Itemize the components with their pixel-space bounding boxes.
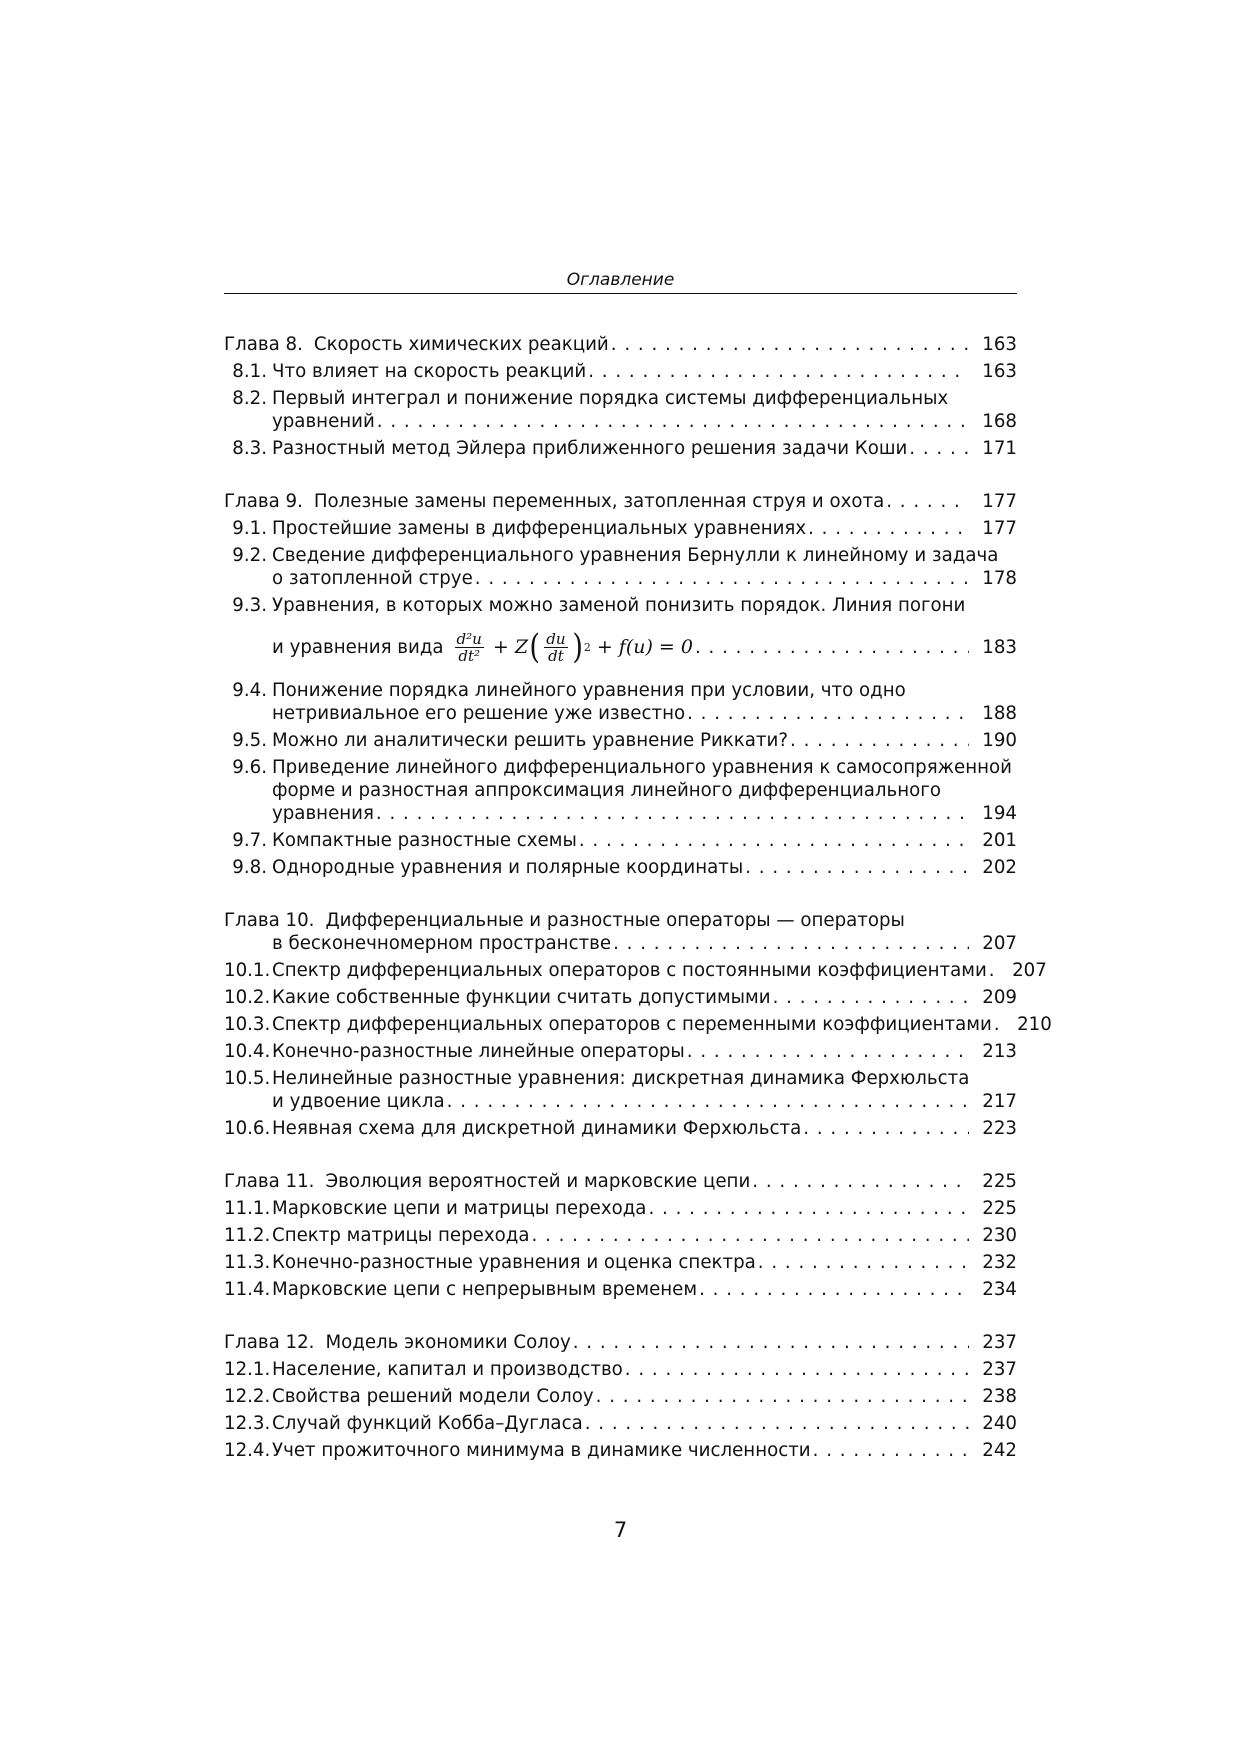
section-title-line	[224, 1013, 1052, 1036]
section-number: 12.3.	[224, 1413, 271, 1434]
numerator: d²u	[456, 629, 482, 648]
plus-sign: +	[486, 635, 515, 658]
dot-leader	[886, 490, 969, 513]
section-number: 12.1.	[224, 1359, 271, 1380]
page-ref: 171	[982, 438, 1017, 459]
dot-leader	[803, 1117, 969, 1140]
section-title-line	[224, 959, 1047, 982]
toc-section[interactable]	[224, 1013, 1052, 1036]
section-title: Марковские цепи с непрерывным временем	[272, 1279, 698, 1300]
toc-chapter	[224, 490, 1017, 879]
toc-section[interactable]	[224, 1439, 1017, 1462]
section-number: 11.3.	[224, 1252, 271, 1273]
section-title-line	[224, 729, 1017, 752]
toc-chapter	[224, 1170, 1017, 1301]
section-title-line	[224, 1412, 1017, 1435]
formula	[452, 627, 693, 667]
dot-leader	[695, 636, 969, 659]
section-title-line	[224, 1117, 1017, 1140]
section-title: Свойства решений модели Солоу	[272, 1386, 594, 1407]
section-number: 9.5.	[232, 730, 267, 751]
section-title: Однородные уравнения и полярные координаты	[272, 857, 744, 878]
toc-section[interactable]	[224, 1385, 1017, 1408]
toc-section[interactable]	[224, 1358, 1017, 1381]
dot-leader	[611, 333, 969, 356]
toc-section[interactable]	[224, 856, 1017, 879]
dot-leader	[377, 410, 969, 433]
dot-leader	[475, 567, 969, 590]
toc-section[interactable]	[224, 1278, 1017, 1301]
section-title-line	[224, 1278, 1017, 1301]
section-title-line	[224, 1385, 1017, 1408]
chapter-heading[interactable]	[224, 1170, 1017, 1193]
chapter-label: Глава 11.	[224, 1171, 315, 1192]
section-title: Сведение дифференциального уравнения Бернулли к линейному и задача	[272, 545, 999, 566]
section-title: Компактные разностные схемы	[272, 830, 577, 851]
toc-section[interactable]	[224, 679, 1017, 725]
chapter-title-line	[224, 1331, 1017, 1354]
page-ref: 210	[1017, 1014, 1052, 1035]
section-title-line	[224, 387, 1017, 410]
chapter-title: Полезные замены переменных, затопленная струя и охота	[313, 491, 885, 512]
section-title-line	[224, 544, 1017, 567]
chapter-title: Дифференциальные и разностные операторы — операторы	[325, 910, 905, 931]
fraction	[544, 631, 567, 664]
page-ref: 194	[982, 803, 1017, 824]
section-number: 8.1.	[232, 361, 267, 382]
dot-leader	[989, 959, 999, 982]
dot-leader	[588, 360, 969, 383]
section-title: Случай функций Кобба–Дугласа	[272, 1413, 583, 1434]
section-number: 11.2.	[224, 1225, 271, 1246]
section-title-line	[224, 1040, 1017, 1063]
chapter-heading[interactable]	[224, 333, 1017, 356]
dot-leader	[813, 1439, 969, 1462]
section-title-line	[224, 1251, 1017, 1274]
section-title: и удвоение цикла	[272, 1091, 445, 1112]
right-paren: )	[571, 627, 583, 667]
page-ref: 163	[982, 361, 1017, 382]
section-title: нетривиальное его решение уже известно	[272, 703, 686, 724]
section-title: Конечно-разностные линейные операторы	[272, 1041, 685, 1062]
page-ref: 207	[982, 933, 1017, 954]
page-ref: 183	[982, 636, 1017, 658]
dot-leader	[573, 1331, 969, 1354]
toc-chapter	[224, 1331, 1017, 1462]
section-number: 8.3.	[232, 438, 267, 459]
section-title-line	[224, 829, 1017, 852]
section-number: 12.4.	[224, 1440, 271, 1461]
section-number: 9.3.	[232, 595, 267, 616]
chapter-title-line	[224, 490, 1017, 513]
section-number: 9.4.	[232, 680, 267, 701]
page-ref: 177	[982, 518, 1017, 539]
section-title: Приведение линейного дифференциального уравнения к самосопряженной	[272, 757, 1012, 778]
section-title: Нелинейные разностные уравнения: дискретная динамика Ферхюльста	[272, 1068, 970, 1089]
dot-leader	[585, 1412, 969, 1435]
toc-section[interactable]	[224, 1197, 1017, 1220]
dot-leader	[758, 1251, 969, 1274]
section-number: 9.8.	[232, 857, 267, 878]
section-title-line	[224, 410, 1017, 433]
toc-section[interactable]	[224, 437, 1017, 460]
section-number: 9.7.	[232, 830, 267, 851]
chapter-title-line	[224, 1170, 1017, 1193]
section-number: 9.2.	[232, 545, 267, 566]
dot-leader	[625, 1358, 969, 1381]
section-title-line	[224, 360, 1017, 383]
toc-section[interactable]	[224, 1117, 1017, 1140]
page-ref: 201	[982, 830, 1017, 851]
toc-section[interactable]	[224, 1251, 1017, 1274]
page-ref: 207	[1012, 960, 1047, 981]
page-ref: 238	[982, 1386, 1017, 1407]
section-title-line	[224, 679, 1017, 702]
page-ref: 225	[982, 1198, 1017, 1219]
chapter-title-line	[224, 932, 1017, 955]
dot-leader	[790, 729, 969, 752]
chapter-label: Глава 9.	[224, 491, 303, 512]
toc-section[interactable]	[224, 544, 1017, 590]
page-number: 7	[613, 1518, 628, 1542]
section-title: Марковские цепи и матрицы перехода	[272, 1198, 647, 1219]
section-title-line	[224, 567, 1017, 590]
chapter-heading[interactable]	[224, 490, 1017, 513]
page-ref: 190	[982, 730, 1017, 751]
running-header: Оглавление	[566, 270, 675, 290]
page-ref: 188	[982, 703, 1017, 724]
section-title: Что влияет на скорость реакций	[272, 361, 587, 382]
toc-section[interactable]	[224, 986, 1017, 1009]
toc-section[interactable]	[224, 729, 1017, 752]
section-title: Понижение порядка линейного уравнения при условии, что одно	[272, 680, 906, 701]
chapter-title: Модель экономики Солоу	[325, 1332, 571, 1353]
section-title: уравнения	[272, 803, 374, 824]
toc-section[interactable]	[224, 1040, 1017, 1063]
exponent: 2	[583, 640, 591, 654]
page-ref: 163	[982, 334, 1017, 355]
page-ref: 209	[982, 987, 1017, 1008]
page-ref: 217	[982, 1091, 1017, 1112]
toc-section[interactable]	[224, 360, 1017, 383]
dot-leader	[687, 1040, 969, 1063]
toc-section[interactable]	[224, 959, 1047, 982]
section-title: Какие собственные функции считать допустимыми	[272, 987, 771, 1008]
chapter-title: Эволюция вероятностей и марковские цепи	[325, 1171, 751, 1192]
page-ref: 237	[982, 1332, 1017, 1353]
page-ref: 168	[982, 411, 1017, 432]
section-title-line	[224, 1439, 1017, 1462]
page-ref: 237	[982, 1359, 1017, 1380]
section-number: 11.1.	[224, 1198, 271, 1219]
section-title-line	[224, 779, 1017, 802]
dot-leader	[376, 802, 969, 825]
page-ref: 242	[982, 1440, 1017, 1461]
chapter-label: Глава 8.	[224, 334, 303, 355]
dot-leader	[994, 1013, 1004, 1036]
table-of-contents	[224, 333, 1052, 1492]
page-ref: 177	[982, 491, 1017, 512]
toc-chapter	[224, 333, 1017, 460]
section-number: 11.4.	[224, 1279, 271, 1300]
section-title-line	[224, 1067, 1017, 1090]
toc-section[interactable]	[224, 1224, 1017, 1247]
section-title: форме и разностная аппроксимация линейного дифференциального	[272, 780, 941, 801]
dot-leader	[596, 1385, 969, 1408]
fraction	[455, 631, 484, 664]
section-number: 10.4.	[224, 1041, 271, 1062]
dot-leader	[909, 437, 969, 460]
section-title: Конечно-разностные уравнения и оценка спектра	[272, 1252, 756, 1273]
section-title-line	[224, 856, 1017, 879]
toc-chapter	[224, 909, 1052, 1140]
symbol-z: Z	[514, 635, 529, 658]
section-title-line	[224, 986, 1017, 1009]
section-number: 10.1.	[224, 960, 271, 981]
dot-leader	[699, 1278, 969, 1301]
section-title: Неявная схема для дискретной динамики Ферхюльста	[272, 1118, 802, 1139]
toc-section[interactable]	[224, 756, 1017, 825]
denominator: dt²	[458, 646, 481, 665]
section-number: 8.2.	[232, 388, 267, 409]
dot-leader	[745, 856, 969, 879]
section-title: Учет прожиточного минимума в динамике численности	[272, 1440, 811, 1461]
page-ref: 234	[982, 1279, 1017, 1300]
chapter-title: в бесконечномерном пространстве	[272, 933, 612, 954]
chapter-title: Скорость химических реакций	[313, 334, 609, 355]
section-title-line	[224, 437, 1017, 460]
section-title: Уравнения, в которых можно заменой понизить порядок. Линия погони	[272, 595, 966, 616]
page-ref: 213	[982, 1041, 1017, 1062]
section-title-line	[224, 1224, 1017, 1247]
page-ref: 240	[982, 1413, 1017, 1434]
page-ref: 230	[982, 1225, 1017, 1246]
section-title: Население, капитал и производство	[272, 1359, 623, 1380]
section-title: Спектр дифференциальных операторов с постоянными коэффициентами	[272, 960, 987, 981]
section-title-line	[224, 619, 1017, 675]
dot-leader	[447, 1090, 969, 1113]
chapter-heading[interactable]	[224, 1331, 1017, 1354]
section-title: Спектр матрицы перехода	[272, 1225, 530, 1246]
header-rule	[224, 293, 1017, 294]
section-number: 9.6.	[232, 757, 267, 778]
toc-section[interactable]	[224, 829, 1017, 852]
dot-leader	[648, 1197, 969, 1220]
page-ref: 223	[982, 1118, 1017, 1139]
section-title: Первый интеграл и понижение порядка системы дифференциальных	[272, 388, 949, 409]
dot-leader	[773, 986, 969, 1009]
dot-leader	[752, 1170, 969, 1193]
section-title-line	[224, 756, 1017, 779]
page-ref: 225	[982, 1171, 1017, 1192]
dot-leader	[687, 702, 969, 725]
section-title-line	[224, 1090, 1017, 1113]
page-ref: 178	[982, 568, 1017, 589]
chapter-label: Глава 10.	[224, 910, 315, 931]
section-title: Спектр дифференциальных операторов с переменными коэффициентами	[272, 1014, 992, 1035]
section-number: 10.5.	[224, 1068, 271, 1089]
toc-section[interactable]	[224, 594, 1017, 675]
section-number: 12.2.	[224, 1386, 271, 1407]
section-title-line	[224, 802, 1017, 825]
toc-section[interactable]	[224, 517, 1017, 540]
section-number: 10.3.	[224, 1014, 271, 1035]
toc-section[interactable]	[224, 1412, 1017, 1435]
chapter-title-line	[224, 333, 1017, 356]
section-title: Можно ли аналитически решить уравнение Риккати?	[272, 730, 788, 751]
page-ref: 202	[982, 857, 1017, 878]
page-ref: 232	[982, 1252, 1017, 1273]
section-title-line	[224, 517, 1017, 540]
section-title: Простейшие замены в дифференциальных уравнениях	[272, 518, 807, 539]
dot-leader	[613, 932, 969, 955]
chapter-heading[interactable]	[224, 909, 1017, 955]
toc-section[interactable]	[224, 1067, 1017, 1113]
chapter-title-line	[224, 909, 1017, 932]
dot-leader	[531, 1224, 969, 1247]
left-paren: (	[529, 627, 540, 667]
section-title: уравнений	[272, 411, 375, 432]
section-title: Разностный метод Эйлера приближенного решения задачи Коши	[272, 438, 908, 459]
section-title-line	[224, 1197, 1017, 1220]
toc-section[interactable]	[224, 387, 1017, 433]
chapter-label: Глава 12.	[224, 1332, 315, 1353]
dot-leader	[579, 829, 969, 852]
section-title-line	[224, 594, 1017, 617]
section-title: о затопленной струе	[272, 568, 473, 589]
denominator: dt	[548, 646, 564, 665]
section-title-line	[224, 702, 1017, 725]
section-title: и уравнения вида	[272, 636, 444, 658]
section-number: 10.6.	[224, 1118, 271, 1139]
dot-leader	[808, 517, 969, 540]
section-number: 10.2.	[224, 987, 271, 1008]
section-number: 9.1.	[232, 518, 267, 539]
numerator: du	[546, 629, 566, 648]
section-title-line	[224, 1358, 1017, 1381]
formula-rest: + f(u) = 0	[596, 635, 693, 658]
